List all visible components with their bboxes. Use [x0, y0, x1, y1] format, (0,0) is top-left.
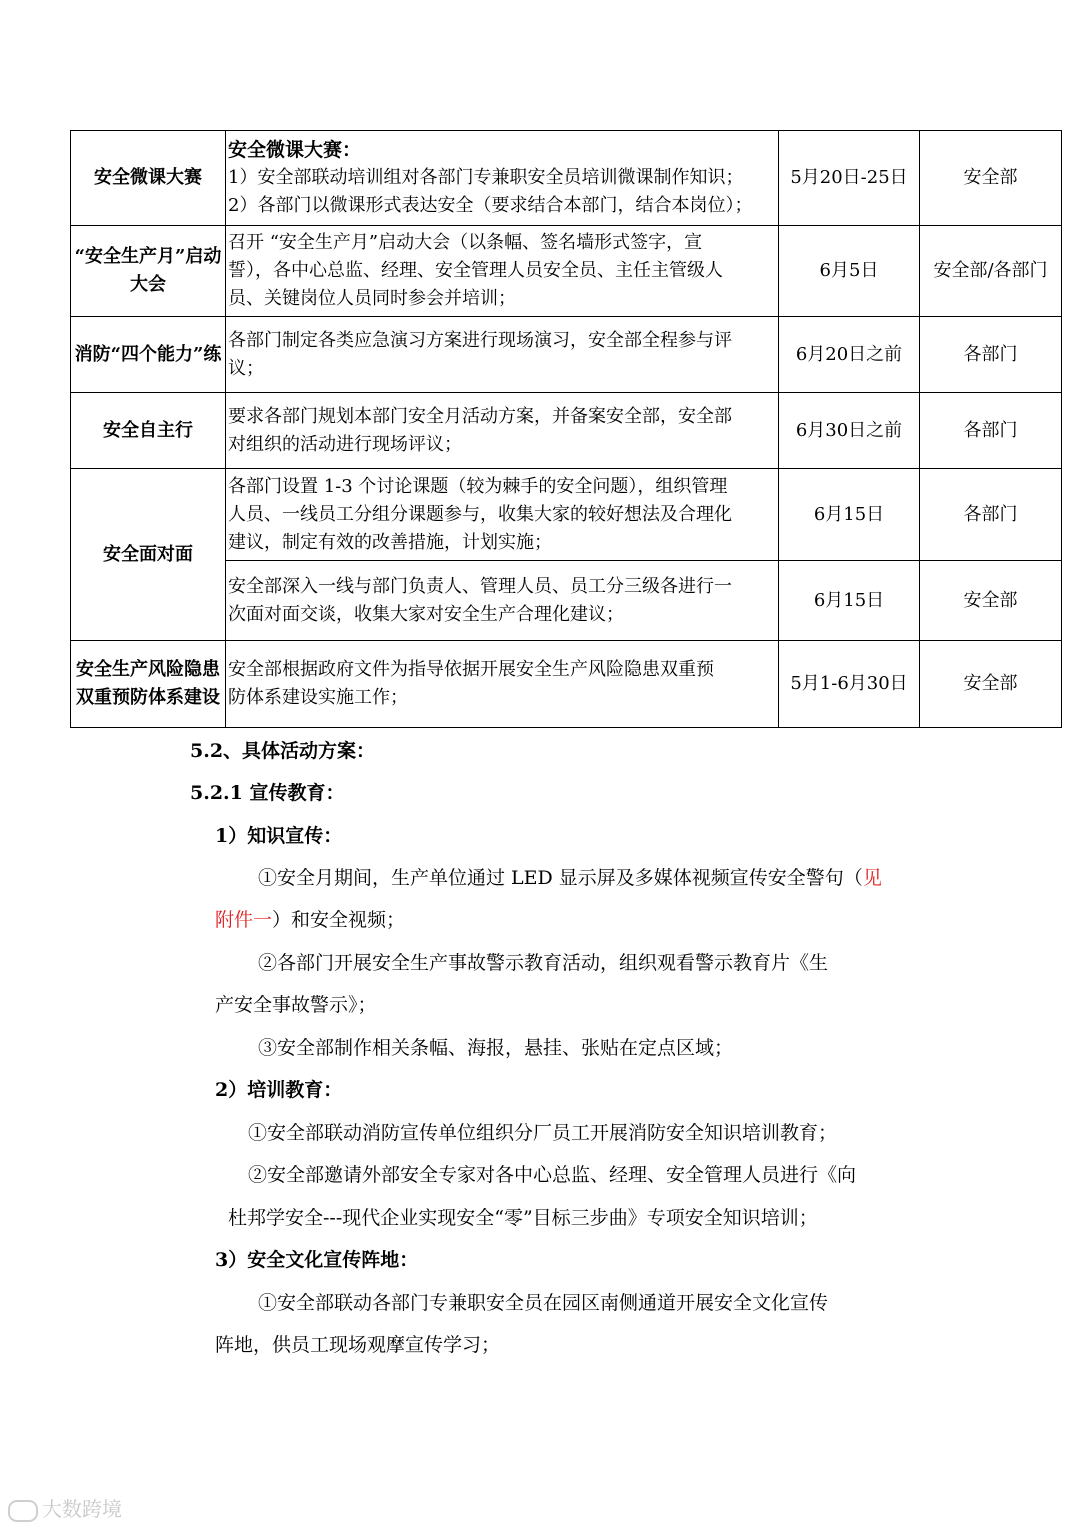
table-row [71, 131, 1062, 226]
paragraph-line: ②安全部邀请外部安全专家对各中心总监、经理、安全管理人员进行《向 [248, 1164, 857, 1186]
item-heading: 1）知识宣传： [215, 825, 343, 847]
activity-date: 6月5日 [779, 226, 920, 317]
activity-date: 5月20日-25日 [779, 131, 920, 226]
activity-owner: 安全部 [920, 131, 1062, 226]
item-heading: 2）培训教育： [215, 1079, 343, 1101]
activity-date: 6月30日之前 [779, 393, 920, 469]
activity-content: 安全微课大赛： 1）安全部联动培训组对各部门专兼职安全员培训微课制作知识； 2）各部门以微课形式表达安全（要求结合本部门，结合本岗位）； [226, 131, 779, 226]
table-row [71, 317, 1062, 393]
table-row [71, 469, 1062, 561]
table-row [71, 393, 1062, 469]
activity-name: 安全微课大赛 [71, 131, 226, 226]
activity-date: 6月15日 [779, 469, 920, 561]
paragraph-line: ③安全部制作相关条幅、海报，悬挂、张贴在定点区域； [258, 1037, 734, 1059]
watermark-logo-icon [8, 1500, 38, 1522]
paragraph-line: ②各部门开展安全生产事故警示教育活动，组织观看警示教育片《生 [258, 952, 829, 974]
paragraph-line: 杜邦学安全---现代企业实现安全“零”目标三步曲》专项安全知识培训； [228, 1207, 818, 1229]
activity-date: 6月15日 [779, 561, 920, 641]
activity-table [70, 130, 1062, 728]
watermark: 大数跨境 [8, 1493, 122, 1522]
activity-content: 安全部根据政府文件为指导依据开展安全生产风险隐患双重预 防体系建设实施工作； [226, 641, 779, 728]
subsection-heading: 5.2.1 宣传教育： [190, 782, 345, 804]
activity-owner: 各部门 [920, 317, 1062, 393]
activity-content: 各部门设置 1-3 个讨论课题（较为棘手的安全问题），组织管理 人员、一线员工分组分课题参与，收集大家的较好想法及合理化 建议，制定有效的改善措施，计划实施； [226, 469, 779, 561]
activity-content: 要求各部门规划本部门安全月活动方案，并备案安全部，安全部 对组织的活动进行现场评议； [226, 393, 779, 469]
activity-name: 安全生产风险隐患双重预防体系建设 [71, 641, 226, 728]
appendix-reference: 见 [862, 867, 882, 889]
paragraph-line: 阵地，供员工现场观摩宣传学习； [215, 1334, 501, 1356]
table-row [71, 641, 1062, 728]
activity-name: 安全面对面 [71, 469, 226, 641]
item-heading: 3）安全文化宣传阵地： [215, 1249, 419, 1271]
activity-owner: 各部门 [920, 393, 1062, 469]
table-row [71, 226, 1062, 317]
activity-date: 5月1-6月30日 [779, 641, 920, 728]
content-title: 安全微课大赛： [228, 139, 362, 161]
activity-owner: 安全部 [920, 641, 1062, 728]
section-heading: 5.2、具体活动方案： [190, 740, 376, 762]
activity-name: 安全自主行 [71, 393, 226, 469]
paragraph-line: ①安全月期间，生产单位通过 LED 显示屏及多媒体视频宣传安全警句（见 [258, 867, 882, 889]
paragraph-line: 产安全事故警示》； [215, 994, 377, 1016]
activity-content: 各部门制定各类应急演习方案进行现场演习，安全部全程参与评 议； [226, 317, 779, 393]
paragraph-line: ①安全部联动消防宣传单位组织分厂员工开展消防安全知识培训教育； [248, 1122, 838, 1144]
activity-owner: 各部门 [920, 469, 1062, 561]
activity-owner: 安全部/各部门 [920, 226, 1062, 317]
paragraph-line: 附件一）和安全视频； [215, 909, 406, 931]
activity-date: 6月20日之前 [779, 317, 920, 393]
activity-owner: 安全部 [920, 561, 1062, 641]
appendix-reference: 附件一 [215, 909, 273, 931]
activity-name: “安全生产月”启动大会 [71, 226, 226, 317]
activity-content: 安全部深入一线与部门负责人、管理人员、员工分三级各进行一 次面对面交谈，收集大家对安全生产合理化建议； [226, 561, 779, 641]
activity-content: 召开 “安全生产月”启动大会（以条幅、签名墙形式签字，宣 誓），各中心总监、经理、安全管理人员安全员、主任主管级人 员、关键岗位人员同时参会并培训； [226, 226, 779, 317]
activity-name: 消防“四个能力”练 [71, 317, 226, 393]
paragraph-line: ①安全部联动各部门专兼职安全员在园区南侧通道开展安全文化宣传 [258, 1292, 829, 1314]
